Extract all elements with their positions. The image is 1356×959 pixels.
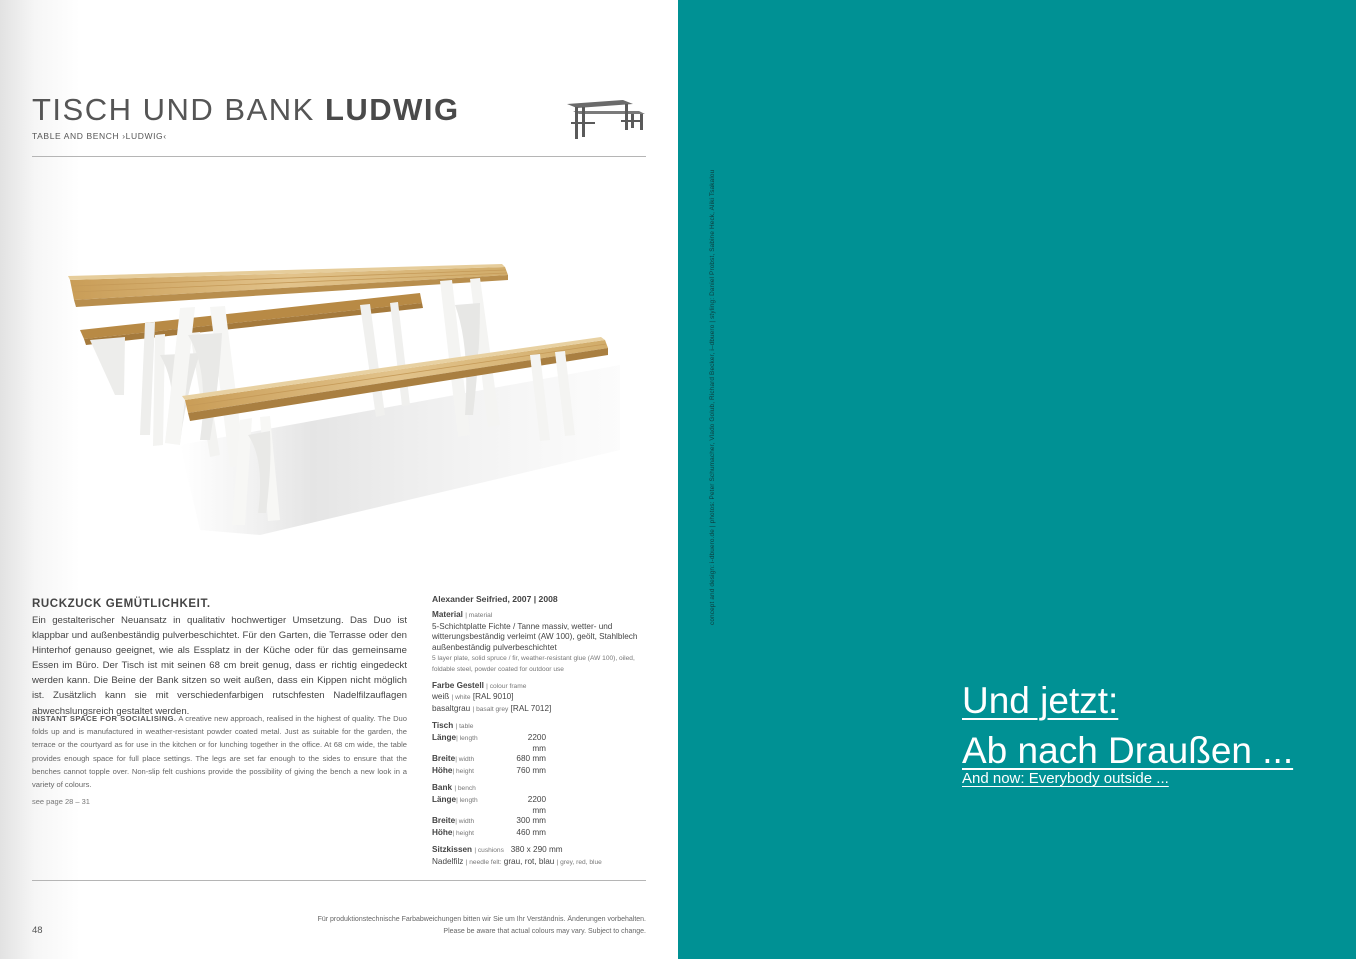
frame-color-2: basaltgrau	[432, 704, 471, 714]
frame-color-1-en: | white	[451, 694, 471, 702]
table-bench-thumbnail-icon	[563, 98, 647, 144]
title-light: TISCH UND BANK	[32, 92, 315, 127]
description-en-body: A creative new approach, realised in the highest of quality. The Duo folds up and is manufactured in weather-resistant powder coated metal. Just as suitable for the garden, the terrace or the courtyard as for use in the kitchen or for lunching together in the office. At 68 cm wide, the table provides enough space for full place settings. The legs are set far enough to the sides to ensure that the benches cannot topple over. Non-slip felt cushions provide the possibility of giving the bench a new look in a variety of colours.	[32, 714, 407, 790]
designer-credit: Alexander Seifried, 2007 | 2008	[432, 594, 558, 604]
frame-color-2-en: | basalt grey	[472, 706, 509, 714]
cushion-label: Sitzkissen	[432, 844, 473, 854]
title-bold: LUDWIG	[324, 92, 460, 127]
felt-colors-en: | grey, red, blue	[556, 858, 602, 866]
cushion-block	[432, 845, 652, 869]
bench-dimensions	[432, 795, 546, 840]
footnote-de: Für produktionstechnische Farbabweichungen bitten wir Sie um Ihr Verständnis. Änderungen vorbehalten.	[317, 916, 646, 923]
description-de: Ein gestalterischer Neuansatz in qualitativ hochwertiger Umsetzung. Das Duo ist klappbar und außenbeständig pulverbeschichtet. Für den Garten, die Terrasse oder den Hinterhof genauso geeignet, wie als Essplatz in der Küche oder für das gemeinsame Essen im Büro. Der Tisch ist mit seinen 68 cm breit genug, dass er richtig eingedeckt werden kann. Die Beine der Bank sitzen so weit außen, dass ein Kippen nicht möglich ist. Zusätzlich kann sie mit verschiedenfarbigen rutschfesten Nadelfilzauflagen abwechslungsreich gestaltet werden.	[32, 615, 407, 717]
description-en	[32, 712, 407, 791]
subline: And now: Everybody outside ...	[962, 770, 1169, 787]
table-row: Länge| length 2200 mm	[432, 794, 546, 815]
felt-colors: grau, rot, blau	[503, 856, 555, 866]
page-number: 48	[32, 925, 43, 936]
right-page	[678, 0, 1356, 959]
frame-color-1: weiß	[432, 692, 450, 702]
top-divider	[32, 156, 646, 157]
see-page-reference: see page 28 – 31	[32, 797, 90, 806]
frame-color-1-code: [RAL 9010]	[472, 692, 514, 702]
bench-label-en: | bench	[454, 784, 476, 792]
table-label-en: | table	[455, 722, 474, 730]
footnote	[300, 914, 646, 937]
description-en-heading: INSTANT SPACE FOR SOCIALISING.	[32, 714, 177, 723]
bottom-divider	[32, 880, 646, 881]
page-subtitle: TABLE AND BENCH ›LUDWIG‹	[32, 131, 167, 141]
table-row: Höhe| height 460 mm	[432, 828, 546, 838]
cushion-label-en: | cushions	[474, 846, 504, 854]
table-row: Höhe| height 760 mm	[432, 766, 546, 776]
table-row: Länge| length 2200 mm	[432, 732, 546, 753]
material-de: 5-Schichtplatte Fichte / Tanne massiv, wetter- und witterungsbeständig verleimt (AW 100), geölt, Stahlblech außenbeständig pulverbeschichtet	[432, 621, 638, 653]
cushion-value: 380 x 290 mm	[510, 844, 563, 854]
table-row: Breite| width 300 mm	[432, 816, 546, 826]
table-dimensions	[432, 733, 546, 778]
headline	[962, 676, 1293, 776]
felt-label: Nadelfilz	[432, 856, 464, 866]
section-heading: RUCKZUCK GEMÜTLICHKEIT.	[32, 598, 211, 610]
bench-dimensions-block	[432, 783, 652, 840]
product-photo	[60, 245, 620, 540]
bench-label: Bank	[432, 782, 453, 792]
material-en: 5 layer plate, solid spruce / fir, weather-resistant glue (AW 100), oiled, foldable steel, powder coated for outdoor use	[432, 654, 635, 673]
frame-color-2-code: [RAL 7012]	[510, 704, 552, 714]
frame-label-en: | colour frame	[486, 682, 527, 690]
material-label: Material	[432, 609, 463, 619]
table-row: Breite| width 680 mm	[432, 754, 546, 764]
frame-color-block	[432, 681, 652, 716]
footnote-en: Please be aware that actual colours may vary. Subject to change.	[443, 927, 646, 935]
felt-label-en: | needle felt:	[465, 858, 502, 866]
headline-line-2: Ab nach Draußen ...	[962, 730, 1294, 771]
photo-credits: concept and design: i-dbuero.de | photos: Peter Schumacher, Vlado Golub, Richard Becker, i–dbuero | styling: Daniel Probst, Sabine Heck, Aliki Tsakalou	[709, 169, 716, 625]
headline-line-1: Und jetzt:	[962, 680, 1119, 721]
spec-sheet	[432, 594, 652, 874]
material-block	[432, 610, 652, 676]
table-label: Tisch	[432, 720, 454, 730]
frame-label: Farbe Gestell	[432, 680, 484, 690]
table-dimensions-block	[432, 721, 652, 778]
page-title	[32, 92, 460, 128]
material-label-en: | material	[465, 611, 493, 619]
